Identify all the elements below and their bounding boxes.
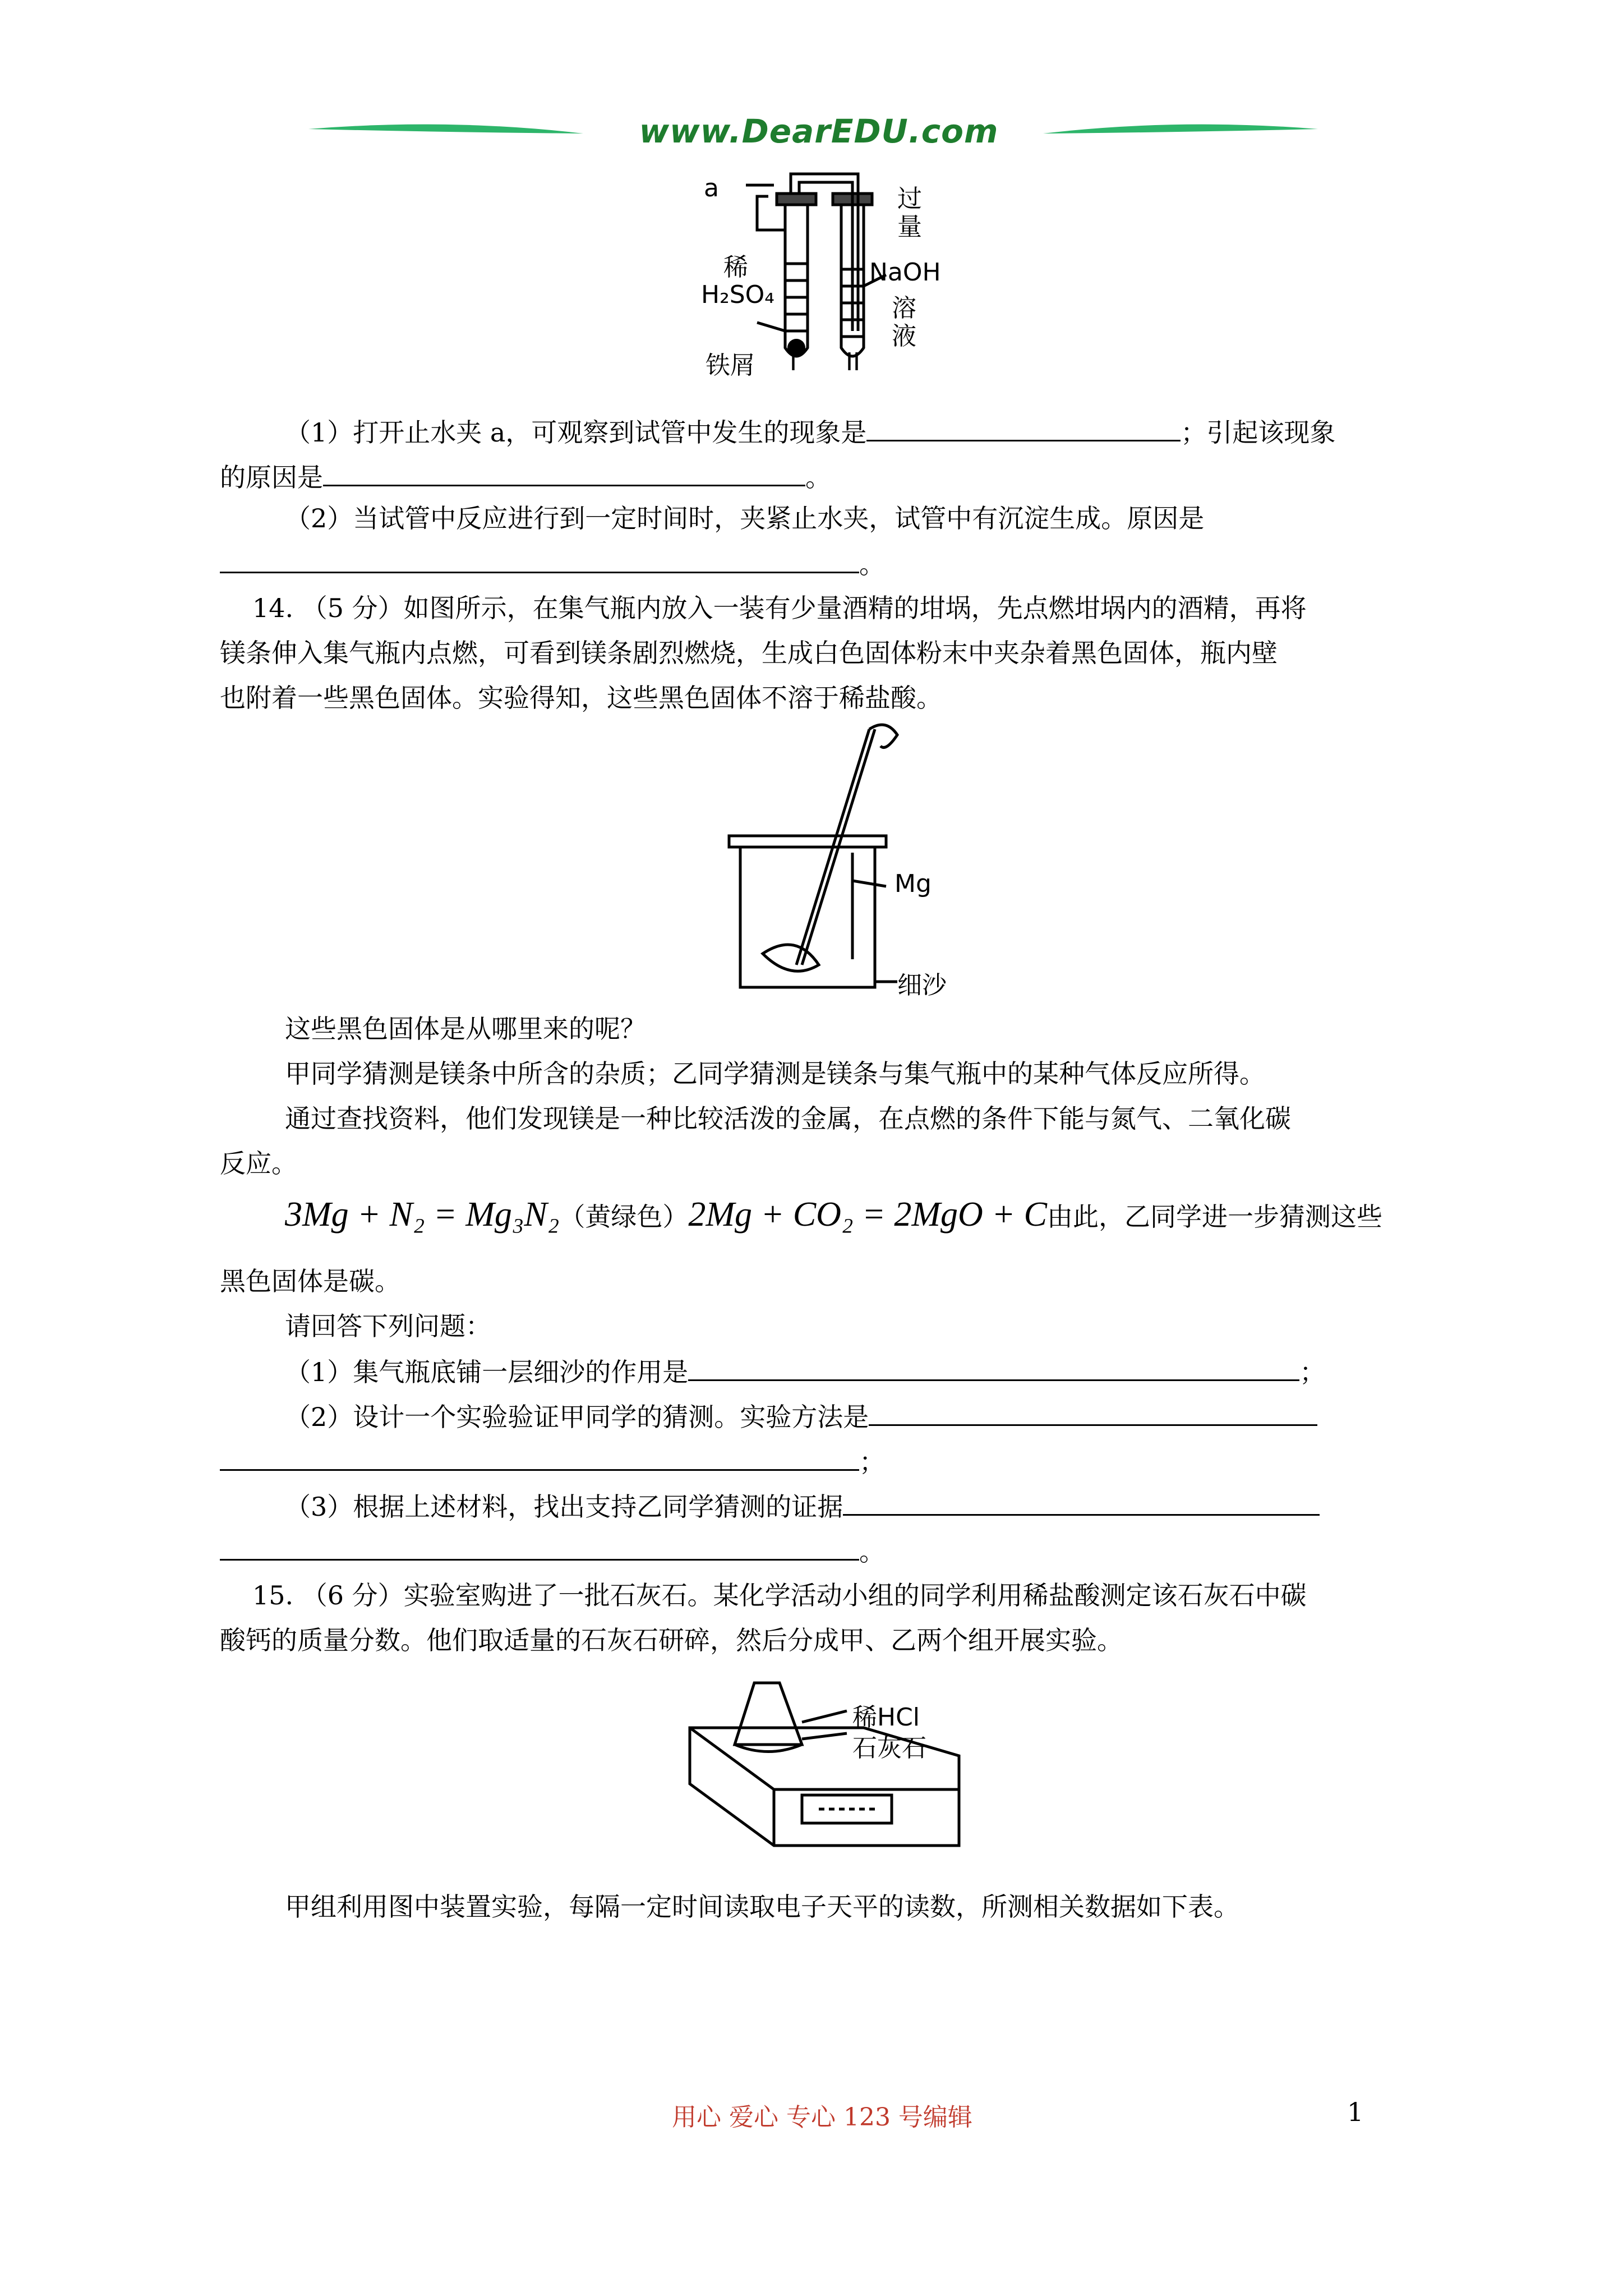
equation-mg-n2: 3Mg + N₂ = Mg₃N₂	[285, 1195, 560, 1234]
label-solution: 溶液	[892, 294, 916, 351]
q15-line2: 酸钙的质量分数。他们取适量的石灰石研碎，然后分成甲、乙两个组开展实验。	[220, 1625, 1123, 1655]
q14-line3: 也附着一些黑色固体。实验得知，这些黑色固体不溶于稀盐酸。	[220, 683, 942, 713]
q14-blank-evidence-line2[interactable]	[220, 1534, 859, 1561]
q14-line2: 镁条伸入集气瓶内点燃，可看到镁条剧烈燃烧，生成白色固体粉末中夹杂着黑色固体，瓶内壁	[220, 638, 1278, 668]
q13-part1-line2: 的原因是 。	[220, 460, 831, 494]
q13-part2-line1: （2）当试管中反应进行到一定时间时，夹紧止水夹，试管中有沉淀生成。原因是	[285, 503, 1205, 533]
q14-answer3-cont: 。	[220, 1534, 885, 1568]
q14-answer3: （3）根据上述材料，找出支持乙同学猜测的证据	[285, 1489, 1320, 1523]
q13-blank-reason[interactable]	[323, 460, 805, 486]
q14-line6: 通过查找资料，他们发现镁是一种比较活泼的金属，在点燃的条件下能与氮气、二氧化碳	[285, 1103, 1291, 1134]
q13-blank-precipitate-reason[interactable]	[220, 547, 859, 573]
label-fine-sand: 细沙	[897, 971, 947, 1000]
q14-equation-line: 3Mg + N₂ = Mg₃N₂（黄绿色）2Mg + CO₂ = 2MgO + C由此，乙同学进一步猜测这些	[285, 1195, 1382, 1234]
label-dilute: 稀	[723, 253, 748, 282]
label-tube-1: I	[790, 348, 797, 376]
q14-line5: 甲同学猜测是镁条中所含的杂质；乙同学猜测是镁条与集气瓶中的某种气体反应所得。	[285, 1059, 1265, 1089]
label-tube-2: II	[846, 348, 860, 376]
q14-line4: 这些黑色固体是从哪里来的呢？	[285, 1014, 646, 1044]
q14-line1: 14. （5 分）如图所示，在集气瓶内放入一装有少量酒精的坩埚，先点燃坩埚内的酒精，再将	[252, 593, 1307, 623]
q14-answer2: （2）设计一个实验验证甲同学的猜测。实验方法是	[285, 1400, 1317, 1433]
label-limestone: 石灰石	[852, 1734, 926, 1763]
q13-part2-line2: 。	[220, 547, 885, 581]
q15-line3: 甲组利用图中装置实验，每隔一定时间读取电子天平的读数，所测相关数据如下表。	[285, 1892, 1239, 1922]
q14-blank-method-line2[interactable]	[220, 1444, 859, 1471]
label-iron-filings: 铁屑	[706, 351, 755, 380]
page-number: 1	[1347, 2097, 1364, 2127]
gas-jar-figure	[718, 718, 998, 999]
label-naoh: NaOH	[869, 258, 941, 287]
q13-part1-line1: （1）打开止水夹 a，可观察到试管中发生的现象是 ；引起该现象	[285, 415, 1335, 449]
label-mg: Mg	[895, 869, 932, 898]
site-header: www.DearEDU.com	[639, 112, 999, 150]
q14-answer1: （1）集气瓶底铺一层细沙的作用是 ；	[285, 1355, 1325, 1388]
q14-line9: 请回答下列问题：	[285, 1311, 491, 1341]
q15-line1: 15. （6 分）实验室购进了一批石灰石。某化学活动小组的同学利用稀盐酸测定该石灰石中碳	[252, 1580, 1307, 1611]
q14-line7: 反应。	[220, 1148, 297, 1179]
label-h2so4: H₂SO₄	[701, 280, 774, 309]
q14-blank-sand-purpose[interactable]	[688, 1355, 1299, 1381]
q14-line8: 黑色固体是碳。	[220, 1266, 400, 1296]
label-excess: 过量	[897, 185, 922, 241]
q14-blank-evidence-line1[interactable]	[843, 1489, 1320, 1516]
label-dilute-hcl: 稀HCl	[852, 1703, 920, 1732]
q14-answer2-cont: ；	[220, 1444, 885, 1478]
equation-mg-co2: 2Mg + CO₂ = 2MgO + C	[688, 1195, 1047, 1234]
footer-note: 用心 爱心 专心 123 号编辑	[672, 2103, 972, 2132]
q14-blank-method-line1[interactable]	[869, 1400, 1317, 1426]
label-clamp-a: a	[704, 174, 719, 203]
q13-blank-phenomenon[interactable]	[866, 415, 1181, 441]
